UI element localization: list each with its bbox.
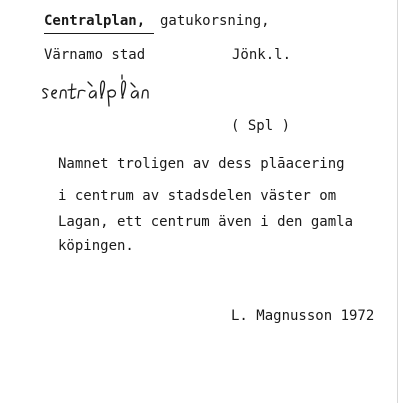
body-line-4: köpingen. [58, 238, 134, 254]
abbreviation: ( Spl ) [231, 118, 291, 134]
card-edge [397, 0, 398, 403]
author-signature: L. Magnusson 1972 [231, 308, 375, 324]
county: Jönk.l. [232, 47, 292, 63]
handwritten-pronunciation [38, 68, 206, 108]
headword-underline [44, 33, 154, 34]
headword: Centralplan, [44, 13, 146, 29]
body-line-1: Namnet troligen av dess plāacering [58, 156, 345, 172]
parish: Värnamo stad [44, 47, 146, 63]
place-type: gatukorsning, [160, 13, 270, 29]
body-line-3: Lagan, ett centrum även i den gamla [58, 214, 354, 230]
body-line-2: i centrum av stadsdelen väster om [58, 188, 337, 204]
